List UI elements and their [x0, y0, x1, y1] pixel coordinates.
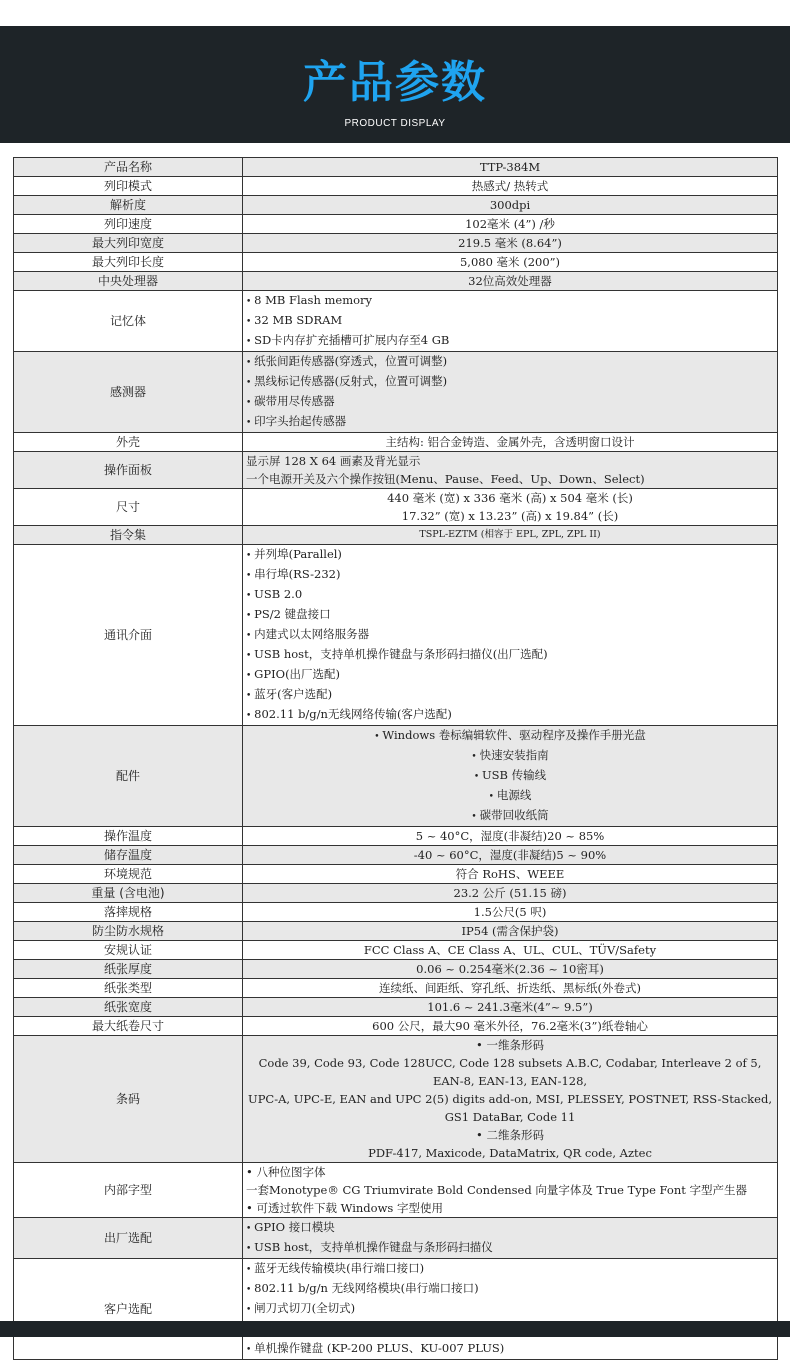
spec-value — [243, 884, 778, 903]
spec-value — [243, 253, 778, 272]
spec-label: 最大列印长度 — [14, 253, 243, 272]
spec-row — [14, 1218, 778, 1259]
spec-label: 外壳 — [14, 433, 243, 452]
spec-value-line: 一个电源开关及六个操作按钮(Menu、Pause、Feed、Up、Down、Select) — [246, 472, 645, 486]
spec-row — [14, 960, 778, 979]
spec-row — [14, 215, 778, 234]
spec-value-line: • 黑线标记传感器(反射式，位置可调整) — [246, 372, 774, 392]
spec-value-line: PDF-417, Maxicode, DataMatrix, QR code, Aztec — [368, 1146, 652, 1160]
spec-value-line: 0.06 ~ 0.254毫米(2.36 ~ 10密耳) — [416, 962, 604, 976]
spec-row — [14, 526, 778, 545]
spec-row — [14, 1259, 778, 1360]
spec-value — [243, 158, 778, 177]
spec-label: 内部字型 — [14, 1163, 243, 1218]
spec-value — [243, 272, 778, 291]
spec-label: 尺寸 — [14, 489, 243, 526]
spec-value-line: • 可透过软件下载 Windows 字型使用 — [246, 1201, 443, 1215]
spec-row — [14, 1017, 778, 1036]
spec-value — [243, 177, 778, 196]
spec-row — [14, 196, 778, 215]
spec-value — [243, 827, 778, 846]
spec-row — [14, 1036, 778, 1163]
spec-value-line: • USB 2.0 — [246, 585, 774, 605]
spec-value-line: • 蓝牙无线传输模块(串行端口接口) — [246, 1259, 774, 1279]
spec-value-line: 219.5 毫米 (8.64”) — [458, 236, 562, 250]
spec-value-line: FCC Class A、CE Class A、UL、CUL、TÜV/Safety — [363, 943, 657, 957]
spec-row — [14, 158, 778, 177]
spec-label: 中央处理器 — [14, 272, 243, 291]
top-strip — [0, 0, 790, 26]
spec-label: 储存温度 — [14, 846, 243, 865]
spec-row — [14, 941, 778, 960]
spec-row — [14, 253, 778, 272]
spec-value — [243, 903, 778, 922]
spec-label: 纸张厚度 — [14, 960, 243, 979]
spec-value — [243, 960, 778, 979]
spec-row — [14, 545, 778, 726]
spec-value-line: • 串行埠(RS-232) — [246, 565, 774, 585]
spec-value-line: • 一维条形码 — [476, 1038, 544, 1052]
spec-label: 解析度 — [14, 196, 243, 215]
spec-value — [243, 1218, 778, 1259]
spec-value-line: • 802.11 b/g/n 无线网络模块(串行端口接口) — [246, 1279, 774, 1299]
spec-value-line: • 电源线 — [246, 786, 774, 806]
spec-value — [243, 979, 778, 998]
spec-value-line: 符合 RoHS、WEEE — [455, 867, 565, 881]
spec-value-line: 23.2 公斤 (51.15 磅) — [453, 886, 567, 900]
spec-label: 客户选配 — [14, 1259, 243, 1360]
spec-row — [14, 903, 778, 922]
spec-label: 条码 — [14, 1036, 243, 1163]
spec-value-line: • GPIO 接口模块 — [246, 1218, 774, 1238]
spec-value-line: • USB host，支持单机操作键盘与条形码扫描仪(出厂选配) — [246, 645, 774, 665]
spec-label: 最大纸卷尺寸 — [14, 1017, 243, 1036]
spec-value — [243, 215, 778, 234]
spec-label: 防尘防水规格 — [14, 922, 243, 941]
spec-value-line: 102毫米 (4”) /秒 — [465, 217, 555, 231]
spec-value-line: • 碳带回收纸筒 — [246, 806, 774, 826]
spec-value-line: 440 毫米 (宽) x 336 毫米 (高) x 504 毫米 (长) — [387, 491, 633, 505]
spec-value-line: • PS/2 键盘接口 — [246, 605, 774, 625]
spec-value-line: 一套Monotype® CG Triumvirate Bold Condensed 向量字体及 True Type Font 字型产生器 — [246, 1183, 748, 1197]
spec-value-line: TSPL-EZTM (相容于 EPL, ZPL, ZPL II) — [419, 529, 601, 540]
spec-label: 安规认证 — [14, 941, 243, 960]
spec-value — [243, 1259, 778, 1360]
spec-label: 配件 — [14, 726, 243, 827]
spec-label: 重量 (含电池) — [14, 884, 243, 903]
spec-label: 通讯介面 — [14, 545, 243, 726]
spec-value-line: • 8 MB Flash memory — [246, 291, 774, 311]
spec-value-line: 热感式/ 热转式 — [471, 179, 549, 193]
spec-label: 纸张宽度 — [14, 998, 243, 1017]
spec-row — [14, 827, 778, 846]
spec-value-line: 101.6 ~ 241.3毫米(4”~ 9.5”) — [427, 1000, 593, 1014]
spec-value-line: • 快速安装指南 — [246, 746, 774, 766]
spec-row — [14, 979, 778, 998]
spec-row — [14, 489, 778, 526]
spec-value-line: Code 39, Code 93, Code 128UCC, Code 128 subsets A.B.C, Codabar, Interleave 2 of 5, EAN-8, EAN-13, EAN-128, — [258, 1056, 762, 1088]
spec-value — [243, 291, 778, 352]
spec-row — [14, 433, 778, 452]
spec-value — [243, 922, 778, 941]
spec-value-line: IP54 (需含保护袋) — [461, 924, 559, 938]
spec-value-line: • 碳带用尽传感器 — [246, 392, 774, 412]
spec-value-line: UPC-A, UPC-E, EAN and UPC 2(5) digits add-on, MSI, PLESSEY, POSTNET, RSS-Stacked, GS1 DataBar, Code 11 — [248, 1092, 772, 1124]
spec-value-line: • 印字头抬起传感器 — [246, 412, 774, 432]
spec-table — [13, 157, 778, 1360]
spec-value-line: • 单机操作键盘 (KP-200 PLUS、KU-007 PLUS) — [246, 1339, 774, 1359]
spec-label: 落摔规格 — [14, 903, 243, 922]
spec-label: 操作温度 — [14, 827, 243, 846]
spec-value-line: -40 ~ 60°C，湿度(非凝结)5 ~ 90% — [413, 848, 607, 862]
spec-value — [243, 1036, 778, 1163]
spec-row — [14, 234, 778, 253]
spec-value — [243, 865, 778, 884]
spec-row — [14, 352, 778, 433]
spec-value — [243, 1163, 778, 1218]
spec-label: 感测器 — [14, 352, 243, 433]
spec-value-line: • USB host，支持单机操作键盘与条形码扫描仪 — [246, 1238, 774, 1258]
spec-value — [243, 234, 778, 253]
spec-row — [14, 1163, 778, 1218]
page-subtitle: PRODUCT DISPLAY — [344, 118, 446, 129]
spec-value-line: • 32 MB SDRAM — [246, 311, 774, 331]
spec-value-line: TTP-384M — [479, 160, 541, 174]
page-title: 产品参数 — [303, 57, 487, 108]
spec-label: 记忆体 — [14, 291, 243, 352]
spec-value — [243, 1017, 778, 1036]
spec-value — [243, 545, 778, 726]
spec-value-line: • GPIO(出厂选配) — [246, 665, 774, 685]
spec-value-line: 连续纸、间距纸、穿孔纸、折迭纸、黑标纸(外卷式) — [379, 981, 641, 995]
bottom-bar — [0, 1321, 790, 1337]
spec-value-line: 5 ~ 40°C，湿度(非凝结)20 ~ 85% — [415, 829, 605, 843]
spec-value — [243, 726, 778, 827]
spec-value-line: • 802.11 b/g/n无线网络传输(客户选配) — [246, 705, 774, 725]
spec-label: 指令集 — [14, 526, 243, 545]
spec-value — [243, 998, 778, 1017]
spec-row — [14, 846, 778, 865]
spec-value — [243, 433, 778, 452]
spec-row — [14, 865, 778, 884]
spec-value-line: • 闸刀式切刀(全切式) — [246, 1299, 774, 1319]
spec-table-body — [14, 158, 778, 1360]
spec-row — [14, 452, 778, 489]
spec-label: 列印模式 — [14, 177, 243, 196]
spec-value — [243, 526, 778, 545]
spec-label: 环境规范 — [14, 865, 243, 884]
spec-value-line: 32位高效处理器 — [468, 274, 552, 288]
spec-value — [243, 489, 778, 526]
spec-value — [243, 846, 778, 865]
spec-value-line: • 并列埠(Parallel) — [246, 545, 774, 565]
spec-row — [14, 177, 778, 196]
spec-value-line: • 二维条形码 — [476, 1128, 544, 1142]
spec-row — [14, 998, 778, 1017]
spec-value-line: • 纸张间距传感器(穿透式，位置可调整) — [246, 352, 774, 372]
spec-value-line: 主结构: 铝合金铸造、金属外壳，含透明窗口设计 — [385, 435, 635, 449]
spec-value-line: • 八种位图字体 — [246, 1165, 326, 1179]
spec-value-line: • Windows 卷标编辑软件、驱动程序及操作手册光盘 — [246, 726, 774, 746]
spec-value-line: 5,080 毫米 (200”) — [459, 255, 561, 269]
spec-value-line: • USB 传输线 — [246, 766, 774, 786]
spec-label: 操作面板 — [14, 452, 243, 489]
spec-label: 最大列印宽度 — [14, 234, 243, 253]
spec-value — [243, 196, 778, 215]
spec-row — [14, 922, 778, 941]
spec-row — [14, 884, 778, 903]
spec-row — [14, 726, 778, 827]
spec-value — [243, 941, 778, 960]
spec-value-line: • 蓝牙(客户选配) — [246, 685, 774, 705]
spec-value-line: 300dpi — [489, 198, 531, 212]
spec-table-container — [13, 157, 778, 1360]
spec-value-line: 显示屏 128 X 64 画素及背光显示 — [246, 454, 421, 468]
spec-label: 纸张类型 — [14, 979, 243, 998]
spec-value-line: 1.5公尺(5 呎) — [473, 905, 547, 919]
spec-value — [243, 352, 778, 433]
spec-label: 产品名称 — [14, 158, 243, 177]
spec-value-line: 17.32” (宽) x 13.23” (高) x 19.84” (长) — [401, 509, 619, 523]
spec-value — [243, 452, 778, 489]
spec-label: 列印速度 — [14, 215, 243, 234]
spec-row — [14, 291, 778, 352]
spec-label: 出厂选配 — [14, 1218, 243, 1259]
spec-value-line: • SD卡内存扩充插槽可扩展内存至4 GB — [246, 331, 774, 351]
spec-value-line: • 内建式以太网络服务器 — [246, 625, 774, 645]
spec-value-line: 600 公尺，最大90 毫米外径，76.2毫米(3”)纸卷轴心 — [372, 1019, 648, 1033]
page-header — [0, 26, 790, 143]
spec-row — [14, 272, 778, 291]
